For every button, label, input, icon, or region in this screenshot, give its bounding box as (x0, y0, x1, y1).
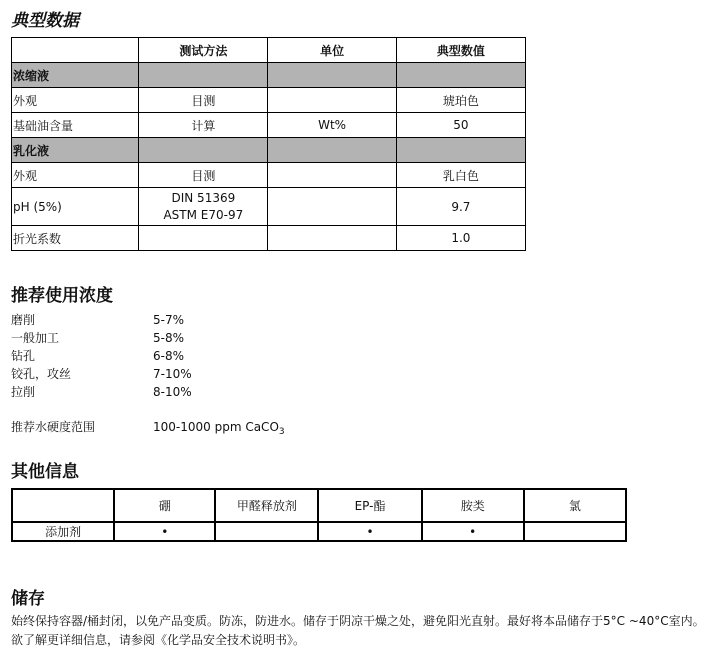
property-cell: 折光系数 (12, 226, 139, 251)
header-formaldehyde-releaser: 甲醛释放剂 (215, 489, 318, 522)
value-cell: 乳白色 (396, 163, 525, 188)
header-cell (12, 38, 139, 63)
operation-label: 拉削 (11, 385, 36, 399)
property-cell: 基础油含量 (12, 113, 139, 138)
table-row (12, 113, 526, 138)
method-line: ASTM E70-97 (163, 207, 244, 222)
bullet-cell (215, 522, 318, 541)
section-row-emulsion (12, 138, 526, 163)
method-cell: 计算 (139, 113, 268, 138)
concentration-value: 5-8% (153, 331, 185, 345)
hardness-value: 100-1000 ppm CaCO (153, 420, 279, 434)
table-row (12, 188, 526, 226)
concentration-value: 6-8% (153, 349, 185, 363)
table-row (12, 88, 526, 113)
bullet-cell: • (114, 522, 215, 541)
section-title-typical-data: 典型数据 (11, 11, 79, 31)
header-amines: 胺类 (422, 489, 524, 522)
section-title-other-info: 其他信息 (11, 462, 79, 482)
section-label: 浓缩液 (12, 63, 139, 88)
method-cell (139, 226, 268, 251)
additives-header-row (12, 489, 626, 522)
bullet-cell: • (422, 522, 524, 541)
unit-cell (268, 188, 396, 226)
property-cell: 外观 (12, 163, 139, 188)
value-cell: 1.0 (396, 226, 525, 251)
operation-label: 一般加工 (11, 331, 60, 345)
concentration-value: 7-10% (153, 367, 192, 381)
list-item (11, 365, 192, 383)
value-cell: 9.7 (396, 188, 525, 226)
row-label: 添加剂 (12, 522, 114, 541)
header-ep-ester: EP-酯 (318, 489, 421, 522)
section-title-storage: 储存 (11, 589, 45, 609)
table-row (12, 163, 526, 188)
water-hardness-row (11, 418, 285, 436)
additives-table (11, 488, 627, 542)
unit-cell (268, 226, 396, 251)
method-cell: 目测 (139, 88, 268, 113)
section-label: 乳化液 (12, 138, 139, 163)
bullet-cell: • (318, 522, 421, 541)
header-test-method: 测试方法 (139, 38, 268, 63)
operation-label: 钻孔 (11, 349, 36, 363)
method-cell (139, 188, 268, 226)
header-typical-value: 典型数值 (396, 38, 525, 63)
list-item (11, 347, 192, 365)
concentration-value: 5-7% (153, 313, 185, 327)
storage-text: 始终保持容器/桶封闭，以免产品变质。防冻，防进水。储存于阴凉干燥之处，避免阳光直射。最好将本品储存于5°C ~40°C室内。欲了解更详细信息，请参阅《化学品安全技术说明书》。 (11, 614, 705, 647)
section-title-recommended: 推荐使用浓度 (11, 286, 113, 306)
table-row (12, 226, 526, 251)
concentration-value: 8-10% (153, 385, 192, 399)
bullet-cell (524, 522, 626, 541)
header-unit: 单位 (268, 38, 396, 63)
table-header-row (12, 38, 526, 63)
typical-data-table (11, 37, 526, 251)
section-row-concentrate (12, 63, 526, 88)
table-row (12, 522, 626, 541)
list-item (11, 311, 192, 329)
unit-cell (268, 163, 396, 188)
header-cell (12, 489, 114, 522)
property-cell: 外观 (12, 88, 139, 113)
unit-cell: Wt% (268, 113, 396, 138)
list-item (11, 383, 192, 401)
header-chlorine: 氯 (524, 489, 626, 522)
recommended-list (11, 311, 192, 401)
value-cell: 50 (396, 113, 525, 138)
list-item (11, 329, 192, 347)
unit-cell (268, 88, 396, 113)
hardness-subscript: 3 (278, 427, 285, 437)
method-line: DIN 51369 (171, 190, 236, 205)
method-cell: 目测 (139, 163, 268, 188)
operation-label: 铰孔，攻丝 (11, 367, 72, 381)
operation-label: 磨削 (11, 313, 36, 327)
property-cell: pH (5%) (12, 188, 139, 226)
value-cell: 琥珀色 (396, 88, 525, 113)
header-boron: 硼 (114, 489, 215, 522)
hardness-label: 推荐水硬度范围 (11, 420, 96, 434)
